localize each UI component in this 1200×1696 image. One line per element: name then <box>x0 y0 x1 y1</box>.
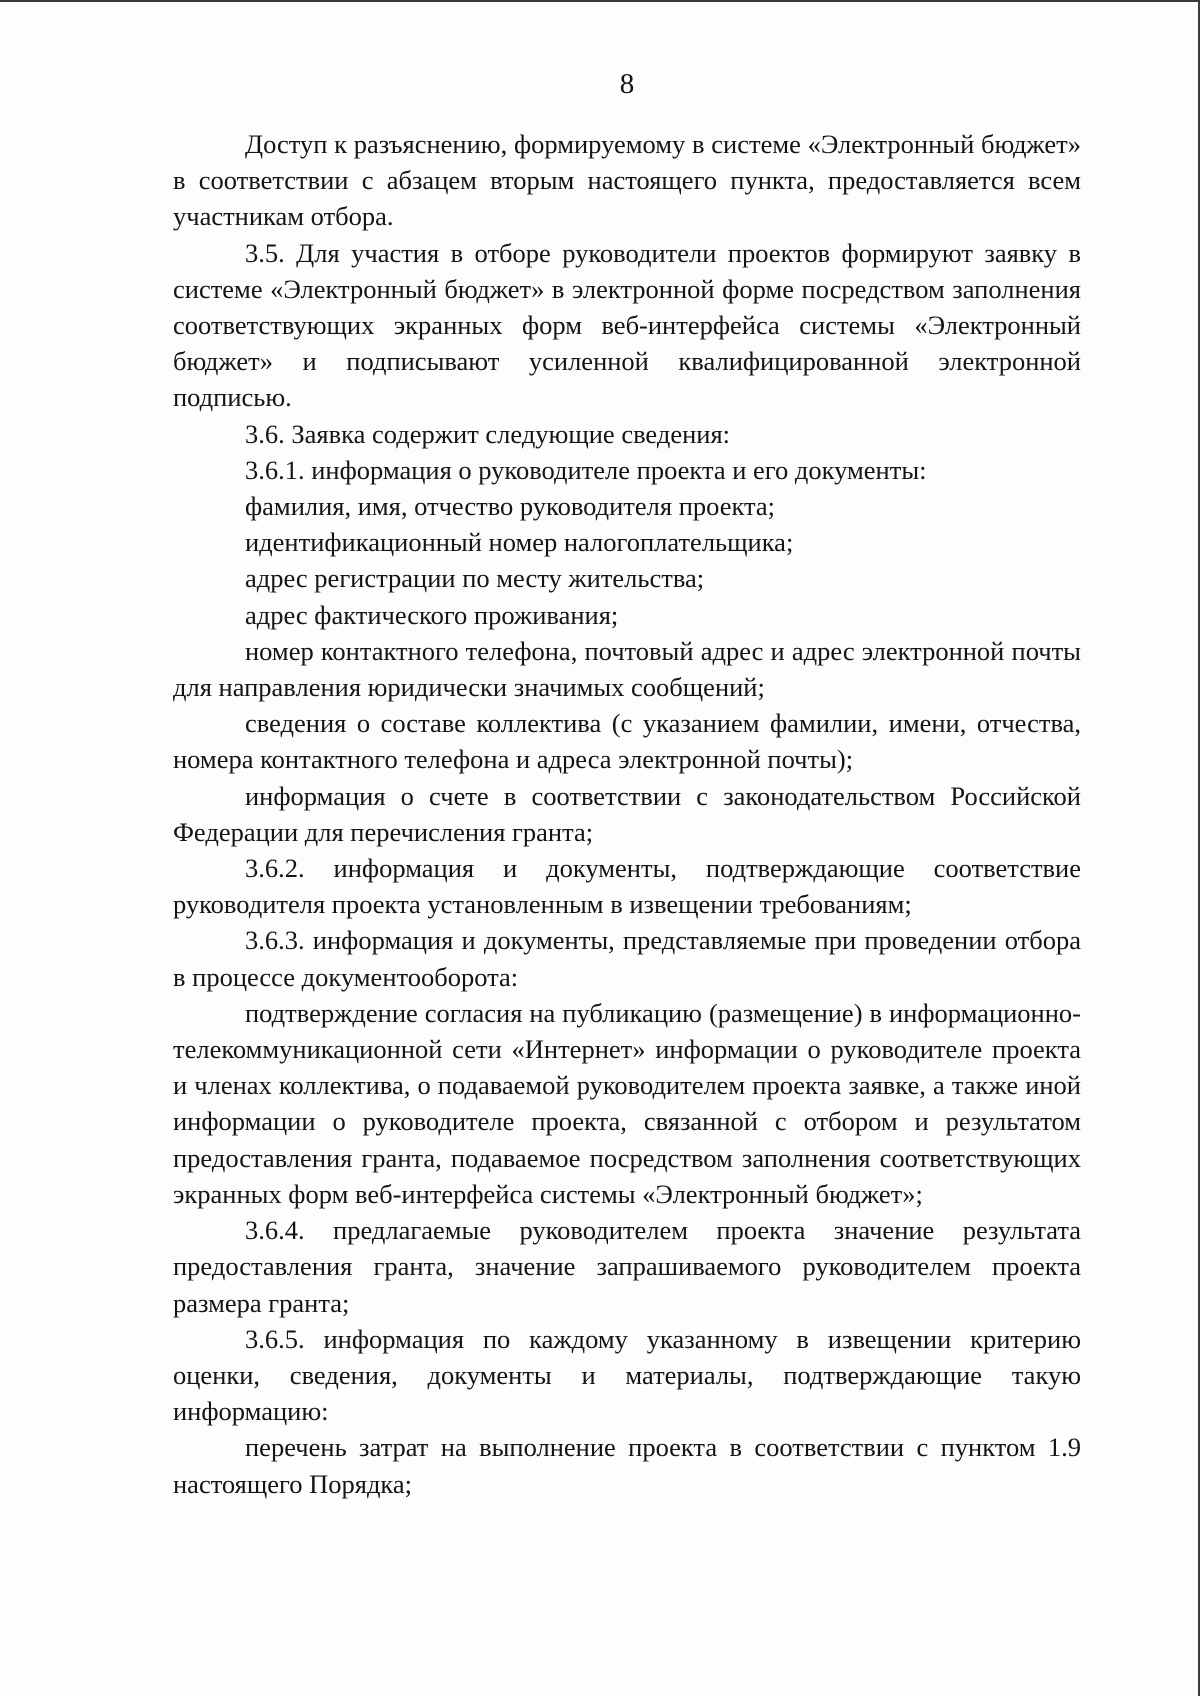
paragraph: 3.6.5. информация по каждому указанному в извещении критерию оценки, сведения, документы и материалы, подтверждающие такую информацию: <box>173 1323 1081 1427</box>
paragraph: подтверждение согласия на публикацию (размещение) в информационно-телекоммуникационной сети «Интернет» информации о руководителе проекта и членах коллектива, о подаваемой руководителем проекта заявке, а также иной информации о руководителе проекта, связанной с отбором и результатом предоставления гранта, подаваемое посредством заполнения соответствующих экранных форм веб-интерфейса системы «Электронный бюджет»; <box>173 997 1081 1209</box>
paragraph: 3.6.3. информация и документы, представляемые при проведении отбора в процессе документооборота: <box>173 925 1081 992</box>
paragraph: 3.6. Заявка содержит следующие сведения: <box>245 418 731 449</box>
paragraph: 3.6.2. информация и документы, подтверждающие соответствие руководителя проекта установленным в извещении требованиям; <box>173 853 1081 920</box>
paragraph: идентификационный номер налогоплательщика; <box>245 527 794 558</box>
paragraph: Доступ к разъяснению, формируемому в системе «Электронный бюджет» в соответствии с абзацем вторым настоящего пункта, предоставляется всем участникам отбора. <box>173 129 1081 232</box>
paragraph: 3.6.1. информация о руководителе проекта и его документы: <box>245 454 927 485</box>
paragraph: фамилия, имя, отчество руководителя проекта; <box>245 491 776 522</box>
paragraph: адрес фактического проживания; <box>245 599 619 630</box>
paragraph: перечень затрат на выполнение проекта в соответствии с пунктом 1.9 настоящего Порядка; <box>173 1432 1081 1499</box>
paragraph: сведения о составе коллектива (с указанием фамилии, имени, отчества, номера контактного телефона и адреса электронной почты); <box>173 708 1081 775</box>
paragraph: 3.6.4. предлагаемые руководителем проекта значение результата предоставления гранта, значение запрашиваемого руководителем проекта размера гранта; <box>173 1215 1081 1318</box>
page-number: 8 <box>619 68 635 100</box>
paragraph: 3.5. Для участия в отборе руководители проектов формируют заявку в системе «Электронный бюджет» в электронной форме посредством заполнения соответствующих экранных форм веб-интерфейса системы «Электронный бюджет» и подписывают усиленной квалифицированной электронной подписью. <box>173 237 1081 413</box>
paragraph: информация о счете в соответствии с законодательством Российской Федерации для перечисления гранта; <box>173 780 1081 847</box>
paragraph: адрес регистрации по месту жительства; <box>245 563 705 594</box>
paragraph: номер контактного телефона, почтовый адрес и адрес электронной почты для направления юридически значимых сообщений; <box>173 635 1081 703</box>
document-body <box>173 126 1081 1502</box>
